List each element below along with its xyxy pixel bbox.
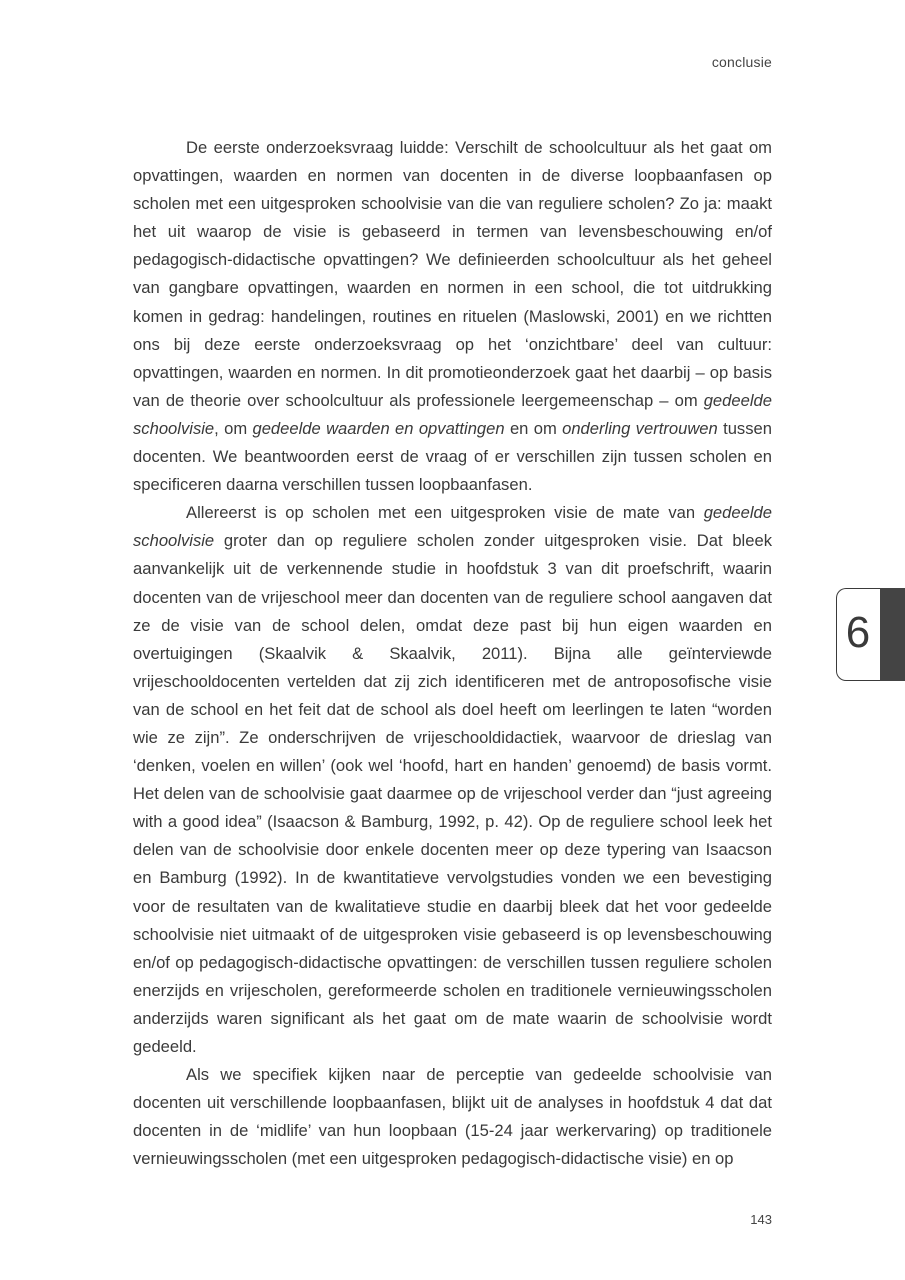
paragraph-1-italic-1: gedeelde schoolvisie (133, 390, 772, 438)
paragraph-1-text-1: De eerste onderzoeksvraag luidde: Verschilt de schoolcultuur als het gaat om opvattingen, waarden en normen van docenten in de diverse loopbaanfasen op scholen met een uitgesproken schoolvisie van die van reguliere scholen? Zo ja: maakt het uit waarop de visie is gebaseerd in termen van levensbeschouwing en/of pedagogisch-didactische opvattingen? We definieerden schoolcultuur als het geheel van gangbare opvattingen, waarden en normen in een school, die tot uitdrukking komen in gedrag: handelingen, routines en rituelen (Maslowski, 2001) en we richtten ons bij deze eerste onderzoeksvraag op het ‘onzichtbare’ deel van cultuur: opvattingen, waarden en normen. In dit promotieonderzoek gaat het daarbij – op basis van de theorie over schoolcultuur als professionele leergemeenschap – om (133, 138, 772, 410)
chapter-tab (836, 588, 905, 681)
chapter-number: 6 (845, 608, 871, 657)
paragraph-3-text-1: Als we specifiek kijken naar de perceptie van gedeelde schoolvisie van docenten uit verschillende loopbaanfasen, blijkt uit de analyses in hoofdstuk 4 dat dat docenten in de ‘midlife’ van hun loopbaan (15-24 jaar werkervaring) op traditionele vernieuwingsscholen (met een uitgesproken pedagogisch-didactische visie) en op (133, 1065, 772, 1169)
paragraph-2-text-2: groter dan op reguliere scholen zonder uitgesproken visie. Dat bleek aanvankelijk uit de verkennende studie in hoofdstuk 3 van dit proefschrift, waarin docenten van de vrijeschool meer dan docenten van de reguliere school aangaven dat ze de visie van de school delen, omdat deze past bij hun eigen waarden en overtuigingen (Skaalvik & Skaalvik, 2011). Bijna alle geïnterviewde vrijeschooldocenten vertelden dat zij zich identificeren met de antroposofische visie van de school en het feit dat de school als doel heeft om leerlingen te laten “worden wie ze zijn”. Ze onderschrijven de vrijeschooldidactiek, waarvoor de drieslag van ‘denken, voelen en willen’ (ook wel ‘hoofd, hart en handen’ genoemd) de basis vormt. Het delen van de schoolvisie gaat daarmee op de vrijeschool verder dan “just agreeing with a good idea” (Isaacson & Bamburg, 1992, p. 42). Op de reguliere school leek het delen van de schoolvisie door enkele docenten meer op deze typering van Isaacson en Bamburg (1992). In de kwantitatieve vervolgstudies vonden we een bevestiging voor de resultaten van de kwalitatieve studie en daarbij bleek dat het voor gedeelde schoolvisie niet uitmaakt of de uitgesproken visie gebaseerd is op levensbeschouwing en/of op pedagogisch-didactische opvattingen: de verschillen tussen reguliere scholen enerzijds en vrijescholen, gereformeerde scholen en traditionele vernieuwingsscholen anderzijds waren significant als het gaat om de mate waarin de schoolvisie wordt gedeeld. (133, 531, 772, 1056)
paragraph-1-text-2: , om (214, 418, 253, 438)
body-text (133, 134, 772, 1173)
paragraph-2 (133, 499, 772, 1061)
paragraph-1 (133, 134, 772, 499)
paragraph-1-italic-3: onderling vertrouwen (562, 418, 718, 438)
paragraph-1-italic-2: gedeelde waarden en opvattingen (252, 418, 505, 438)
paragraph-3 (133, 1061, 772, 1173)
paragraph-1-text-3: en om (504, 418, 563, 438)
paragraph-2-italic-1: gedeelde schoolvisie (133, 503, 772, 551)
paragraph-2-text-1: Allereerst is op scholen met een uitgesproken visie de mate van (186, 503, 704, 523)
page-number: 143 (750, 1212, 772, 1227)
chapter-tab-bar (880, 588, 905, 681)
paragraph-1-text-4: tussen docenten. We beantwoorden eerst de vraag of er verschillen zijn tussen scholen en specificeren daarna verschillen tussen loopbaanfasen. (133, 418, 772, 495)
running-head: conclusie (711, 54, 772, 70)
